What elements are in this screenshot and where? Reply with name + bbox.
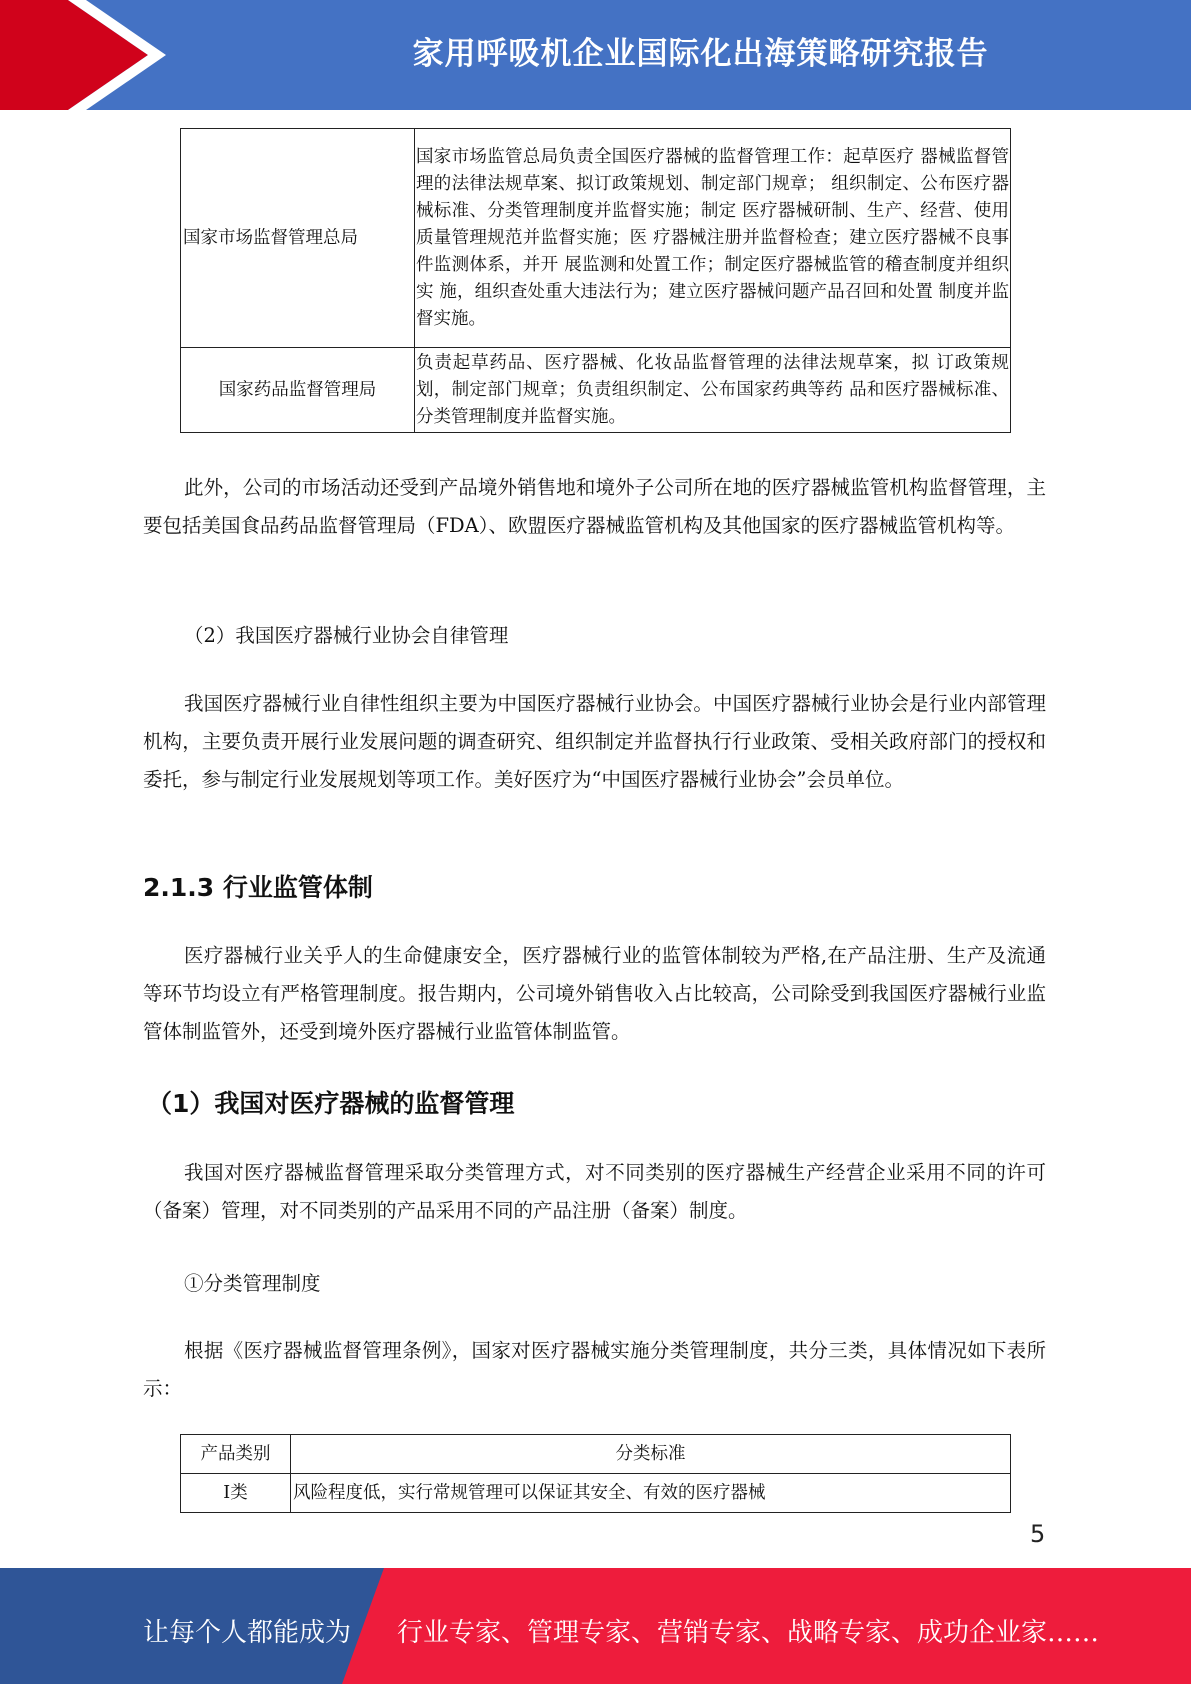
paragraph-overseas-regulation: 此外，公司的市场活动还受到产品境外销售地和境外子公司所在地的医疗器械监管机构监督管理，主要包括美国食品药品监督管理局（FDA）、欧盟医疗器械监管机构及其他国家的医疗器械监管机构等。: [143, 476, 1046, 537]
table-row: [181, 1474, 1011, 1513]
section-heading-china-supervision: （1）我国对医疗器械的监督管理: [147, 1089, 515, 1118]
table-row: [181, 129, 1011, 348]
criteria-cell: 风险程度低，实行常规管理可以保证其安全、有效的医疗器械: [291, 1474, 1011, 1513]
classification-table: [180, 1434, 1011, 1513]
regulator-duties: 国家市场监管总局负责全国医疗器械的监督管理工作：起草医疗 器械监督管理的法律法规草案、拟订政策规划、制定部门规章； 组织制定、公布医疗器械标准、分类管理制度并监督实施；制定 医疗器械研制、生产、经营、使用质量管理规范并监督实施；医 疗器械注册并监督检查；建立医疗器械不良事件监测体系，并开 展监测和处置工作；制定医疗器械监管的稽查制度并组织实 施，组织查处重大违法行为；建立医疗器械问题产品召回和处置 制度并监督实施。: [415, 129, 1011, 348]
page-number: 5: [1030, 1520, 1046, 1548]
page-footer: [0, 1568, 1191, 1684]
table-row: [181, 348, 1011, 433]
column-header-criteria: 分类标准: [291, 1435, 1011, 1474]
regulator-name: 国家药品监督管理局: [181, 348, 415, 433]
paragraph-industry-association: 我国医疗器械行业自律性组织主要为中国医疗器械行业协会。中国医疗器械行业协会是行业内部管理机构，主要负责开展行业发展问题的调查研究、组织制定并监督执行行业政策、受相关政府部门的授权和委托，参与制定行业发展规划等项工作。美好医疗为“中国医疗器械行业协会”会员单位。: [143, 692, 1046, 791]
column-header-category: 产品类别: [181, 1435, 291, 1474]
footer-slogan-left: 让每个人都能成为: [143, 1618, 352, 1648]
regulator-table: [180, 128, 1011, 433]
subheading-classification-system: ①分类管理制度: [184, 1272, 321, 1295]
paragraph-regulatory-system: 医疗器械行业关乎人的生命健康安全，医疗器械行业的监管体制较为严格,在产品注册、生产及流通等环节均设立有严格管理制度。报告期内，公司境外销售收入占比较高，公司除受到我国医疗器械行业监管体制监管外，还受到境外医疗器械行业监管体制监管。: [143, 944, 1046, 1043]
report-title: 家用呼吸机企业国际化出海策略研究报告: [412, 36, 989, 72]
paragraph-classification-approach: 我国对医疗器械监督管理采取分类管理方式，对不同类别的医疗器械生产经营企业采用不同的许可（备案）管理，对不同类别的产品采用不同的产品注册（备案）制度。: [143, 1161, 1046, 1222]
page-header: [0, 0, 1191, 110]
regulator-duties: 负责起草药品、医疗器械、化妆品监督管理的法律法规草案，拟 订政策规划，制定部门规章；负责组织制定、公布国家药典等药 品和医疗器械标准、分类管理制度并监督实施。: [415, 348, 1011, 433]
table-header-row: [181, 1435, 1011, 1474]
paragraph-classification-intro: 根据《医疗器械监督管理条例》，国家对医疗器械实施分类管理制度，共分三类，具体情况如下表所示：: [143, 1339, 1046, 1400]
footer-slogan-right: 行业专家、管理专家、营销专家、战略专家、成功企业家……: [397, 1618, 1100, 1648]
subheading-industry-association: （2）我国医疗器械行业协会自律管理: [184, 624, 509, 647]
regulator-name: 国家市场监督管理总局: [181, 129, 415, 348]
category-cell: I类: [181, 1474, 291, 1513]
section-heading-2-1-3: 2.1.3 行业监管体制: [143, 873, 373, 902]
